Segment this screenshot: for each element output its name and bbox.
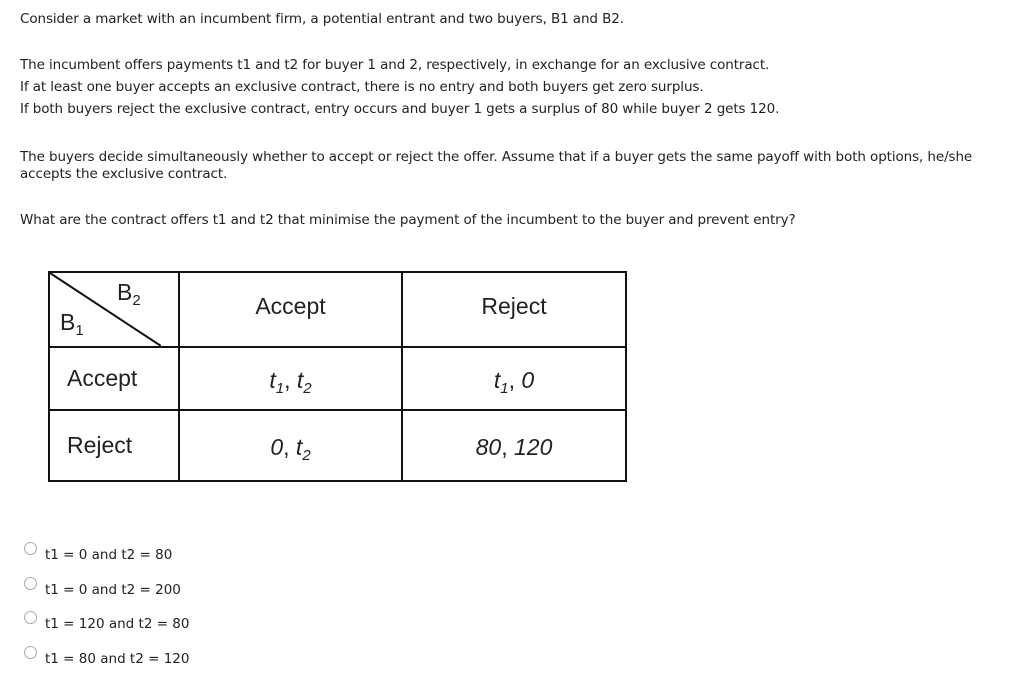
row-label-accept: Accept [49, 347, 179, 410]
radio-button[interactable] [24, 611, 37, 624]
matrix-row-reject [49, 410, 626, 481]
matrix-header-row [49, 272, 626, 347]
option-label[interactable]: t1 = 0 and t2 = 200 [45, 581, 181, 598]
payoff-cell: $t_1$, $t_2$ [179, 347, 402, 410]
payoff-cell: $t_1$, 0 [402, 347, 626, 410]
option-label[interactable]: t1 = 0 and t2 = 80 [45, 547, 173, 563]
row-label-reject: Reject [49, 410, 179, 481]
radio-button[interactable] [24, 577, 37, 590]
decision-line: The buyers decide simultaneously whether to accept or reject the offer. Assume that if a buyer gets the same payoff with both options, he/she [20, 149, 973, 165]
radio-button[interactable] [24, 646, 37, 659]
question-setup [20, 57, 779, 118]
radio-button[interactable] [24, 542, 37, 555]
payoff-cell: 0, $t_2$ [179, 410, 402, 481]
col-header-reject: Reject [402, 272, 626, 347]
row-player-label: $B_1$ [60, 309, 84, 339]
question-intro: Consider a market with an incumbent firm, a potential entrant and two buyers, B1 and B2. [20, 11, 624, 27]
col-header-accept: Accept [179, 272, 402, 347]
question-prompt: What are the contract offers t1 and t2 that minimise the payment of the incumbent to the buyer and prevent entry? [20, 212, 796, 228]
matrix-corner-cell [49, 272, 179, 347]
decision-line: accepts the exclusive contract. [20, 166, 228, 182]
question-decision [20, 149, 972, 183]
option-label[interactable]: t1 = 80 and t2 = 120 [45, 650, 190, 667]
matrix-row-accept [49, 347, 626, 410]
setup-line: If at least one buyer accepts an exclusive contract, there is no entry and both buyers get zero surplus. [20, 79, 704, 95]
col-player-label: $B_2$ [117, 279, 141, 309]
setup-line: The incumbent offers payments t1 and t2 for buyer 1 and 2, respectively, in exchange for an exclusive contract. [20, 57, 770, 73]
payoff-matrix [48, 271, 627, 482]
payoff-cell: 80, 120 [402, 410, 626, 481]
option-label[interactable]: t1 = 120 and t2 = 80 [45, 616, 190, 632]
setup-line: If both buyers reject the exclusive contract, entry occurs and buyer 1 gets a surplus of 80 while buyer 2 gets 120. [20, 101, 780, 117]
